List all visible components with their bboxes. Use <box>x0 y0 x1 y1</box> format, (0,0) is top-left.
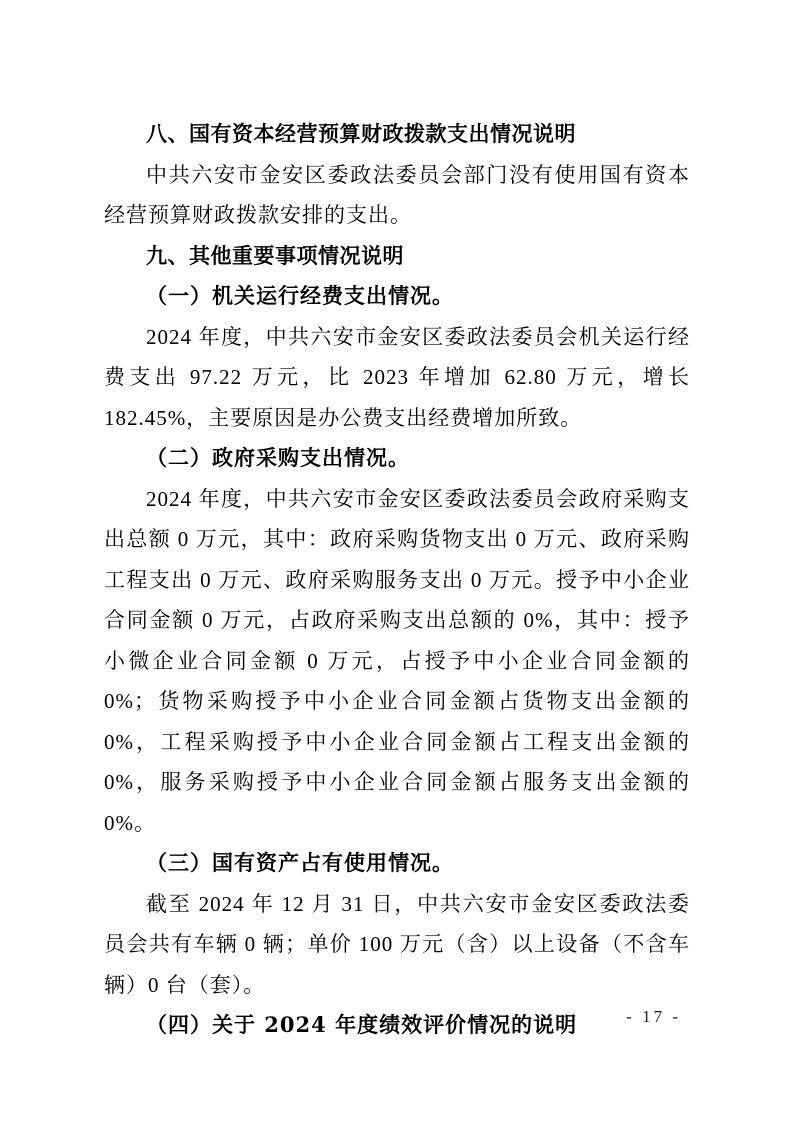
subsection-heading-2: （二）政府采购支出情况。 <box>146 445 410 470</box>
document-content <box>104 114 690 1046</box>
para-operating-expenses: 2024 年度，中共六安市金安区委政法委员会机关运行经费支出 97.22 万元，比 2023 年增加 62.80 万元，增长 182.45%，主要原因是办公费支出经费增加所致。 <box>104 324 690 430</box>
page-number: - 17 - <box>626 1007 681 1026</box>
para-government-procurement: 2024 年度，中共六安市金安区委政法委员会政府采购支出总额 0 万元，其中：政府采购货物支出 0 万元、政府采购工程支出 0 万元、政府采购服务支出 0 万元。授予中小企业合同金额 0 万元，占政府采购支出总额的 0%，其中：授予小微企业合同金额 0 万元，占授予中小企业合同金额的 0%；货物采购授予中小企业合同金额占货物支出金额的 0%，工程采购授予中小企业合同金额占工程支出金额的 0%，服务采购授予中小企业合同金额占服务支出金额的 0%。 <box>104 486 690 835</box>
para-state-capital-budget: 中共六安市金安区委政法委员会部门没有使用国有资本经营预算财政拨款安排的支出。 <box>104 162 690 227</box>
subsection-heading-4: （四）关于 2024 年度绩效评价情况的说明 <box>146 1012 578 1037</box>
subsection-heading-1: （一）机关运行经费支出情况。 <box>146 283 454 308</box>
section-heading-8: 八、国有资本经营预算财政拨款支出情况说明 <box>146 122 576 146</box>
subsection-heading-3: （三）国有资产占有使用情况。 <box>146 850 454 875</box>
para-state-assets: 截至 2024 年 12 月 31 日，中共六安市金安区委政法委员会共有车辆 0 辆；单价 100 万元（含）以上设备（不含车辆）0 台（套）。 <box>104 891 690 997</box>
section-heading-9: 九、其他重要事项情况说明 <box>146 243 404 268</box>
